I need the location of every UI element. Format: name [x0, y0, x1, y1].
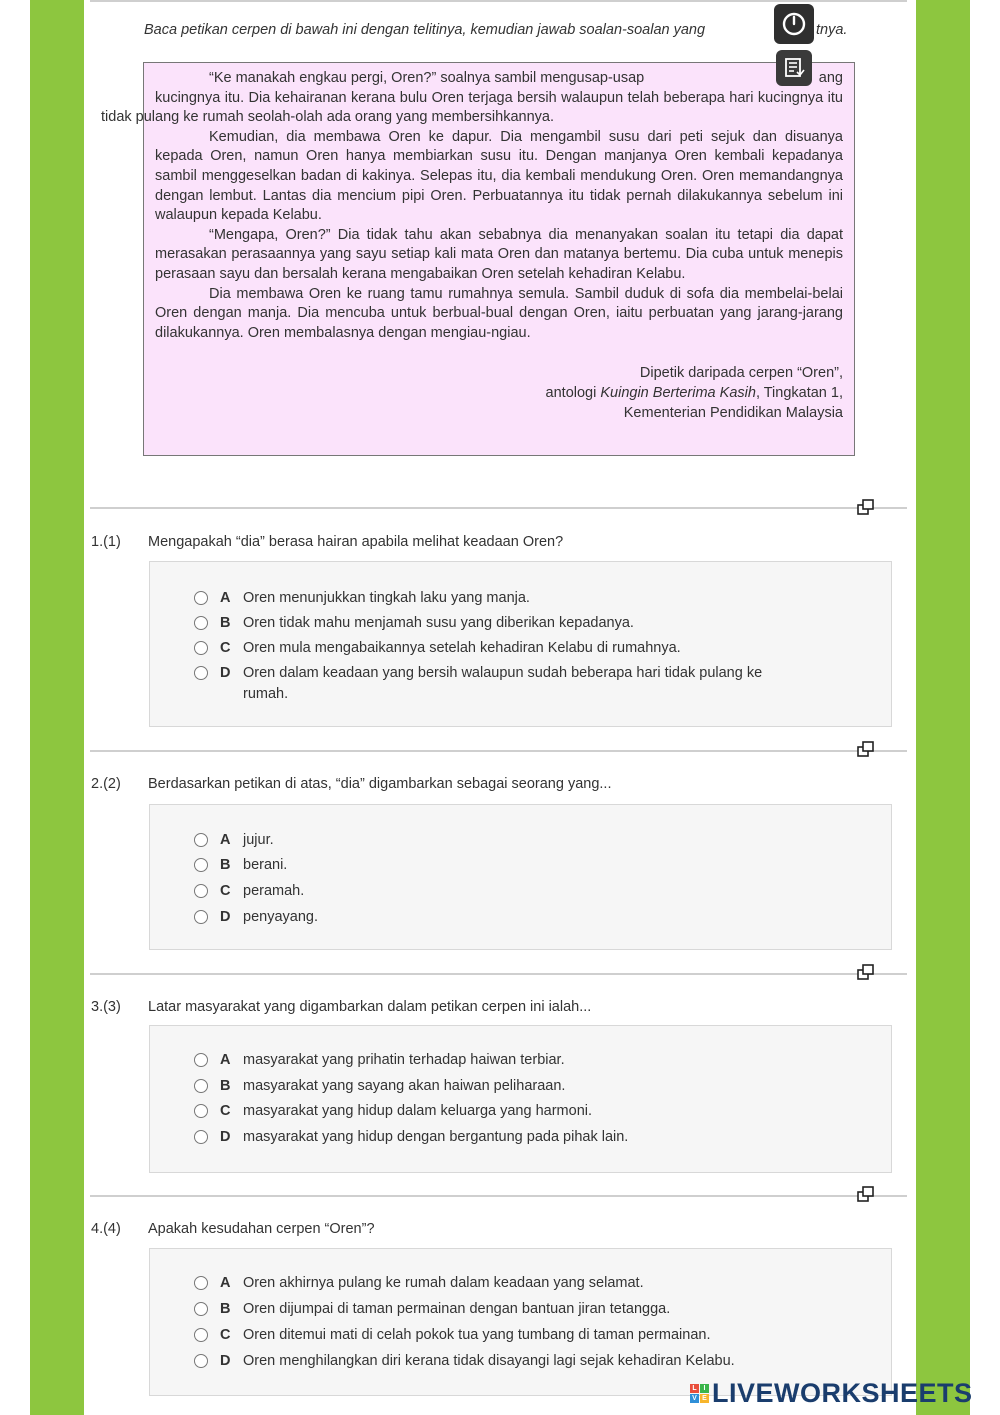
- expand-icon[interactable]: [857, 499, 875, 515]
- option-text: masyarakat yang hidup dengan bergantung pada pihak lain.: [243, 1129, 629, 1145]
- option-letter: D: [220, 1129, 231, 1145]
- radio-button[interactable]: [194, 1104, 208, 1118]
- option-text: peramah.: [243, 883, 305, 899]
- option-letter: D: [220, 665, 231, 681]
- question-4-options: [149, 1248, 892, 1396]
- radio-button[interactable]: [194, 641, 208, 655]
- instruction-text-tail: tnya.: [816, 22, 848, 38]
- credit-book-title: Kuingin Berterima Kasih: [600, 385, 756, 402]
- passage-credit: [155, 363, 843, 423]
- option-d[interactable]: [194, 1351, 844, 1372]
- option-text: masyarakat yang hidup dalam keluarga yang harmoni.: [243, 1103, 593, 1119]
- option-text: Oren ditemui mati di celah pokok tua yang tumbang di taman permainan.: [243, 1327, 711, 1343]
- question-3-options: [149, 1025, 892, 1173]
- question-divider: [90, 507, 907, 509]
- question-number: 2.(2): [91, 776, 121, 792]
- expand-icon[interactable]: [857, 1186, 875, 1202]
- option-letter: B: [220, 857, 231, 873]
- option-letter: C: [220, 883, 231, 899]
- option-b[interactable]: [194, 1299, 844, 1320]
- expand-icon[interactable]: [857, 741, 875, 757]
- option-c[interactable]: [194, 1101, 844, 1122]
- option-text: masyarakat yang sayang akan haiwan peliharaan.: [243, 1078, 566, 1094]
- credit-prefix: antologi: [545, 385, 601, 402]
- option-c[interactable]: [194, 638, 844, 659]
- option-text: Oren tidak mahu menjamah susu yang diberikan kepadanya.: [243, 615, 634, 631]
- notes-icon: [783, 57, 805, 79]
- top-divider: [90, 0, 907, 2]
- question-divider: [90, 750, 907, 752]
- question-3-title: [91, 999, 591, 1015]
- radio-button[interactable]: [194, 884, 208, 898]
- question-divider: [90, 1195, 907, 1197]
- credit-suffix: , Tingkatan 1,: [755, 385, 843, 402]
- option-letter: A: [220, 590, 231, 606]
- logo-mark-i: I: [700, 1384, 709, 1393]
- question-1-options: [149, 561, 892, 727]
- logo-mark-l: L: [690, 1384, 699, 1393]
- liveworksheets-logo[interactable]: [690, 1376, 973, 1410]
- radio-button[interactable]: [194, 1302, 208, 1316]
- credit-line-3: Kementerian Pendidikan Malaysia: [623, 405, 843, 422]
- option-letter: B: [220, 615, 231, 631]
- option-text: berani.: [243, 857, 288, 873]
- option-text: penyayang.: [243, 909, 318, 925]
- option-letter: A: [220, 1052, 231, 1068]
- radio-button[interactable]: [194, 1328, 208, 1342]
- question-number: 4.(4): [91, 1221, 121, 1237]
- option-text: masyarakat yang prihatin terhadap haiwan terbiar.: [243, 1052, 565, 1068]
- option-c[interactable]: [194, 881, 844, 902]
- option-d[interactable]: [194, 1127, 844, 1148]
- option-a[interactable]: [194, 1273, 844, 1294]
- option-letter: A: [220, 1275, 231, 1291]
- expand-icon[interactable]: [857, 964, 875, 980]
- radio-button[interactable]: [194, 858, 208, 872]
- logo-text: LIVEWORKSHEETS: [712, 1377, 973, 1408]
- question-text: Berdasarkan petikan di atas, “dia” digambarkan sebagai seorang yang...: [148, 776, 612, 792]
- question-number: 1.(1): [91, 534, 121, 550]
- credit-line-2: [155, 383, 843, 403]
- option-letter: C: [220, 640, 231, 656]
- option-letter: B: [220, 1301, 231, 1317]
- credit-line-1: Dipetik daripada cerpen “Oren”,: [639, 365, 843, 382]
- option-text: Oren menghilangkan diri kerana tidak disayangi lagi sejak kehadiran Kelabu.: [243, 1353, 735, 1369]
- radio-button[interactable]: [194, 616, 208, 630]
- radio-button[interactable]: [194, 1079, 208, 1093]
- instruction-text: Baca petikan cerpen di bawah ini dengan telitinya, kemudian jawab soalan-soalan yang: [144, 22, 706, 38]
- option-a[interactable]: [194, 1050, 844, 1071]
- option-text: Oren menunjukkan tingkah laku yang manja.: [243, 590, 530, 606]
- notes-button[interactable]: [776, 50, 812, 86]
- option-text: Oren dalam keadaan yang bersih walaupun sudah beberapa hari tidak pulang ke rumah.: [243, 665, 763, 702]
- radio-button[interactable]: [194, 1276, 208, 1290]
- radio-button[interactable]: [194, 1130, 208, 1144]
- option-a[interactable]: [194, 830, 844, 851]
- option-b[interactable]: [194, 613, 844, 634]
- option-letter: C: [220, 1103, 231, 1119]
- right-green-border: [916, 0, 970, 1415]
- logo-mark: [690, 1384, 709, 1403]
- radio-button[interactable]: [194, 1354, 208, 1368]
- logo-mark-e: E: [700, 1394, 709, 1403]
- option-text: Oren dijumpai di taman permainan dengan bantuan jiran tetangga.: [243, 1301, 671, 1317]
- question-text: Apakah kesudahan cerpen “Oren”?: [148, 1221, 375, 1237]
- radio-button[interactable]: [194, 1053, 208, 1067]
- passage-paragraph-4: Dia membawa Oren ke ruang tamu rumahnya semula. Sambil duduk di sofa dia membelai-belai Oren dengan manja. Dia mencuba untuk berbual-bual dengan Oren, iaitu perbuatan yang jarang-jarang dilakukannya. Oren membalasnya dengan mengiau-ngiau.: [155, 285, 843, 341]
- option-b[interactable]: [194, 1076, 844, 1097]
- passage-paragraph-2: Kemudian, dia membawa Oren ke dapur. Dia mengambil susu dari peti sejuk dan disuanya kepada Oren, namun Oren hanya membiarkan susu itu. Dengan manjanya Oren kembali kepadanya sambil menggeselkan badan di kakinya. Selepas itu, dia kembali mendukung Oren. Oren memandangnya dengan lembut. Lantas dia mencium pipi Oren. Perbuatannya itu tidak pernah dilakukannya sebelum ini walaupun kepada Kelabu.: [155, 128, 843, 224]
- radio-button[interactable]: [194, 666, 208, 680]
- option-letter: B: [220, 1078, 231, 1094]
- passage-paragraph-1: [101, 69, 843, 128]
- radio-button[interactable]: [194, 833, 208, 847]
- option-a[interactable]: [194, 588, 844, 609]
- question-2-options: [149, 804, 892, 950]
- option-letter: C: [220, 1327, 231, 1343]
- question-4-title: [91, 1221, 375, 1237]
- question-divider: [90, 973, 907, 975]
- passage-p1-rest: kucingnya itu. Dia kehairanan kerana bulu Oren terjaga bersih walaupun telah beberapa hari kucingnya itu tidak pulang ke rumah seolah-olah ada orang yang membersihkannya.: [101, 89, 843, 126]
- timer-icon: [781, 11, 807, 37]
- passage-p1-first-tail: ang: [818, 70, 843, 86]
- option-d[interactable]: [194, 663, 804, 705]
- timer-button[interactable]: [774, 4, 814, 44]
- question-text: Mengapakah “dia” berasa hairan apabila melihat keadaan Oren?: [148, 534, 564, 550]
- option-d[interactable]: [194, 907, 844, 928]
- radio-button[interactable]: [194, 591, 208, 605]
- left-green-border: [30, 0, 84, 1415]
- option-text: jujur.: [243, 832, 274, 848]
- option-letter: A: [220, 832, 231, 848]
- option-c[interactable]: [194, 1325, 844, 1346]
- question-2-title: [91, 776, 611, 792]
- option-text: Oren mula mengabaikannya setelah kehadiran Kelabu di rumahnya.: [243, 640, 681, 656]
- question-text: Latar masyarakat yang digambarkan dalam petikan cerpen ini ialah...: [148, 999, 592, 1015]
- option-letter: D: [220, 909, 231, 925]
- instruction: [144, 22, 864, 38]
- option-text: Oren akhirnya pulang ke rumah dalam keadaan yang selamat.: [243, 1275, 644, 1291]
- question-1-title: [91, 534, 563, 550]
- passage-paragraph-3: “Mengapa, Oren?” Dia tidak tahu akan sebabnya dia menanyakan soalan itu tetapi dia dapat merasakan perasaannya yang sayu setiap kali mata Oren dan matanya bertemu. Dia cuba untuk menepis perasaan sayu dan bersalah kerana mengabaikan Oren setelah kehadiran Kelabu.: [155, 226, 843, 282]
- story-passage: [101, 62, 855, 456]
- option-letter: D: [220, 1353, 231, 1369]
- option-b[interactable]: [194, 855, 844, 876]
- logo-mark-v: V: [690, 1394, 699, 1403]
- question-number: 3.(3): [91, 999, 121, 1015]
- passage-p1-first: “Ke manakah engkau pergi, Oren?” soalnya sambil mengusap-usap: [209, 70, 645, 86]
- radio-button[interactable]: [194, 910, 208, 924]
